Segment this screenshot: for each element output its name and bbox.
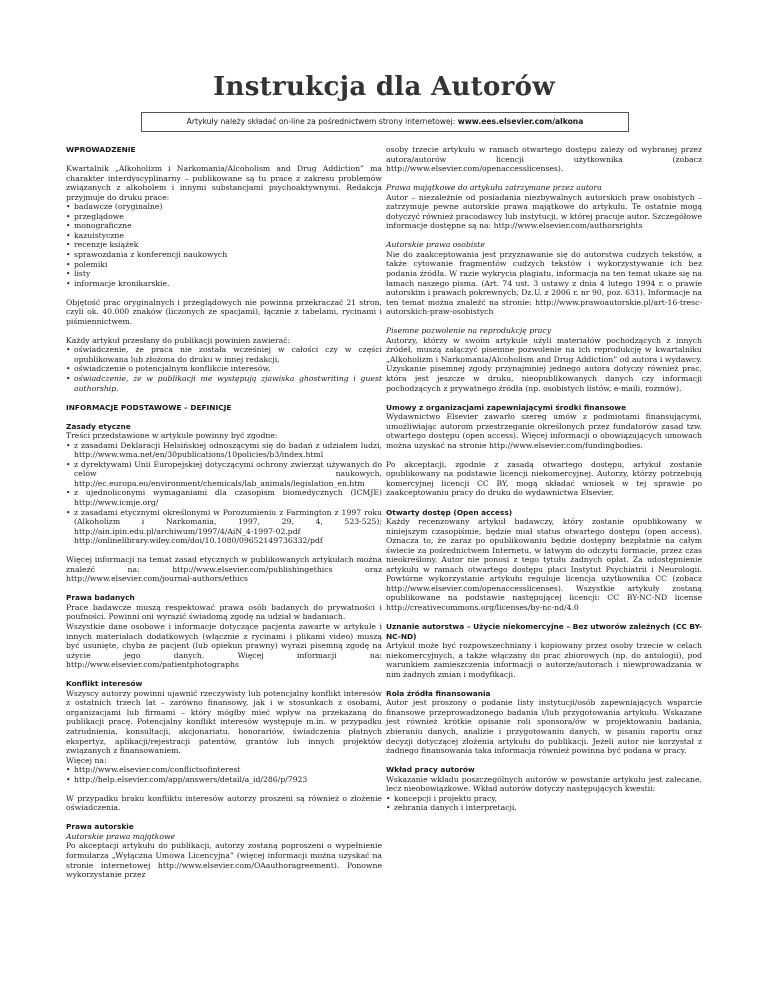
list-item: • oświadczenie, że w publikacji nie występują zjawiska ghostwriting i guest authorship. xyxy=(66,374,382,393)
rights-paragraph-2: Wszystkie dane osobowe i informacje dotyczące pacjenta zawarte w artykule i innych materiałach dodatkowych (włącznie z rycinami i plikami video) muszą być usunięte, chyba że pacjent (lub opiekun prawny) wyrazi pisemną zgodę na użycie jego danych. Więcej informacji na: http://www.elsevier.com/patientphotographs xyxy=(66,622,382,670)
subheading-ethics: Zasady etyczne xyxy=(66,421,131,431)
list-item: • z zasadami Deklaracji Helsińskiej odnoszącymi się do badań z udziałem ludzi, http://www.wma.net/en/30publications/10policies/b3/index.html xyxy=(66,441,382,460)
permission-subheading: Pisemne pozwolenie na reprodukcję pracy xyxy=(386,326,552,336)
funding-paragraph: Wydawnictwo Elsevier zawarło szereg umów z podmiotami finansującymi, umożliwiając autorom przestrzeganie określonych przez fundatorów zasad tzw. otwartego dostępu (open access). Więcej informacji o obowiązujących umowach można uzyskać na stronie http://www.elsevier.com/fundingbodies. xyxy=(386,412,702,450)
submission-list xyxy=(66,345,382,393)
left-column xyxy=(66,145,382,880)
submission-note xyxy=(141,112,629,132)
conflict-none: W przypadku braku konfliktu interesów autorzy proszeni są również o złożenie oświadczenia. xyxy=(66,793,382,813)
ethics-paragraph: Treści przedstawione w artykule powinny być zgodne: xyxy=(66,431,278,441)
subheading-open-access: Otwarty dostęp (Open access) xyxy=(386,507,513,517)
list-item: • z ujednoliconymi wymaganiami dla czasopism biomedycznych (ICMJE) http://www.icmje.org/ xyxy=(66,488,382,507)
page-title: Instrukcja dla Autorów xyxy=(213,72,555,102)
list-item: • listy xyxy=(66,269,382,279)
funding-source-paragraph: Autor jest proszony o podanie listy instytucji/osób zapewniających wsparcie finansowe przeprowadzonego badania i/lub przygotowania artykułu. Wskazane jest również krótkie opisanie roli sponsora/ów w projektowaniu badania, zbieraniu danych, analizie i przygotowaniu danych, w pisaniu raportu oraz decyzji dotyczącej złożenia artykułu do publikacji. Jeżeli autor nie korzystał z żadnego finansowania taka informacja również powinna być podana w pracy. xyxy=(386,698,702,756)
continuation-paragraph: osoby trzecie artykułu w ramach otwartego dostępu zależy od wybranej przez autora/autorów licencji użytkownika (zobacz http://www.elsevier.com/openaccesslicenses). xyxy=(386,145,702,174)
personal-rights-subheading: Autorskie prawa osobiste xyxy=(386,240,485,250)
subheading-funding: Umowy z organizacjami zapewniającymi środki finansowe xyxy=(386,402,627,412)
subheading-funding-source: Rola źródła finansowania xyxy=(386,688,491,698)
subheading-conflict: Konflikt interesów xyxy=(66,679,143,689)
subheading-cc-license: Uznanie autorstwa – Użycie niekomercyjne – Bez utworów zależnych (CC BY-NC-ND) xyxy=(386,622,702,641)
subheading-author-rights: Prawa autorskie xyxy=(66,822,134,832)
list-item: • z dyrektywami Unii Europejskiej dotyczącymi ochrony zwierząt używanych do celów naukowych, http://ec.europa.eu/environment/chemicals/lab_animals/legislation_en.htm xyxy=(66,460,382,489)
author-rights-paragraph: Po akceptacji artykułu do publikacji, autorzy zostaną poproszeni o wypełnienie formularza „Wyłączna Umowa Licencyjna” (więcej informacji można uzyskać na stronie internetowej http://www.elsevier.com/OAauthoragreement). Ponowne wykorzystanie przez xyxy=(66,841,382,880)
list-item: • monograficzne xyxy=(66,221,382,231)
submission-requirements: Każdy artykuł przesłany do publikacji powinien zawierać: xyxy=(66,335,291,345)
conflict-paragraph: Wszyscy autorzy powinni ujawnić rzeczywisty lub potencjalny konflikt interesów z ostatnich trzech lat – zarówno finansowy, jak i w stosunkach z osobami, organizacjami lub firmami – który mógłby mieć wpływ na przekazaną do publikacji pracę. Potencjalny konflikt interesów występuje m.in. w przypadku zatrudnienia, konsultacji, akcjonariatu, honorariów, świadczenia płatnych ekspertyz, aplikacji/rejestracji patentów, grantów lub innych projektów związanych z finansowaniem. xyxy=(66,688,382,756)
contributions-list xyxy=(386,794,702,813)
intro-paragraph: Kwartalnik „Alkoholizm i Narkomania/Alcoholism and Drug Addiction” ma charakter interdyscyplinarny – publikowane są tu prace z zakresu problemów związanych z alkoholem i innymi substancjami psychoaktywnymi. Redakcja przyjmuje do druku prace: xyxy=(66,164,382,202)
rights-paragraph: Prace badawcze muszą respektować prawa osób badanych do prywatności i poufności. Powinni oni wyrazić świadomą zgodę na udział w badaniach. xyxy=(66,602,382,622)
length-paragraph: Objętość prac oryginalnych i przeglądowych nie powinna przekraczać 21 stron, czyli ok. 40.000 znaków (liczonych ze spacjami), łącznie z tabelami, rycinami i piśmiennictwem. xyxy=(66,297,382,326)
list-item: • sprawozdania z konferencji naukowych xyxy=(66,250,382,260)
list-item: • oświadczenie o potencjalnym konflikcie interesów, xyxy=(66,364,382,374)
ethics-more: Więcej informacji na temat zasad etycznych w publikowanych artykułach można znaleźć na: http://www.elsevier.com/publishingethics oraz http://www.elsevier.com/journal-authors/ethics xyxy=(66,555,382,584)
author-rights-subheading: Autorskie prawa majątkowe xyxy=(66,831,176,841)
subheading-contributions: Wkład pracy autorów xyxy=(386,765,475,775)
list-item: • informacje kronikarskie. xyxy=(66,279,382,289)
conflict-links xyxy=(66,765,382,784)
list-item: • przeglądowe xyxy=(66,212,382,222)
right-column xyxy=(386,145,702,813)
list-item: • kazuistyczne xyxy=(66,231,382,241)
section-heading-basic: INFORMACJE PODSTAWOWE – DEFINICJE xyxy=(66,402,232,412)
retained-rights-subheading: Prawa majątkowe do artykułu zatrzymane przez autora xyxy=(386,183,602,193)
list-item: • oświadczenie, że praca nie została wcześniej w całości czy w części opublikowana lub złożona do druku w innej redakcji, xyxy=(66,345,382,364)
funding-paragraph-2: Po akceptacji, zgodnie z zasadą otwartego dostępu, artykuł zostanie opublikowany na podstawie licencji niekomercyjnej. Autorzy, którzy potrzebują komercyjnej licencji CC BY, mogą składać wniosek w tej sprawie po zaakceptowaniu pracy do druku do wydawnictwa Elsevier. xyxy=(386,459,702,498)
article-types-list xyxy=(66,202,382,288)
link-item[interactable]: • http://help.elsevier.com/app/answers/detail/a_id/286/p/7923 xyxy=(66,775,382,785)
list-item: • recenzje książek xyxy=(66,240,382,250)
personal-rights-paragraph: Nie do zaakceptowania jest przyznawanie się do autorstwa cudzych tekstów, a także cytowanie fragmentów cudzych tekstów i wykorzystywanie ich bez podania źródła. W razie wykrycia plagiatu, informacja na ten temat ukaże się na łamach naszego pisma. (Art. 74 ust. 3 ustawy z dnia 4 lutego 1994 r. o prawie autorskim i prawach pokrewnych, Dz.U. z 2006 r. nr 90, poz. 631). Informacje na ten temat można znaleźć na stronie: http://www.prawoautorskie.pl/art-16-tresc-autorskich-praw-osobistych xyxy=(386,249,702,317)
cc-license-paragraph: Artykuł może być rozpowszechniany i kopiowany przez osoby trzecie w celach niekomercyjnych, a także włączany do prac zbiorowych (np. do antologii), pod warunkiem zamieszczenia informacji o autorze/autorach i niewprowadzania w nim żadnych zmian i modyfikacji. xyxy=(386,641,702,679)
conflict-more: Więcej na: xyxy=(66,755,107,765)
list-item: • z zasadami etycznymi określonymi w Porozumieniu z Farmington z 1997 roku (Alkoholizm i Narkomania, 1997, 29, 4, 523-525); http://ain.ipin.edu.pl/archiwum/1997/4/AiN_4-1997-02.pdf http://onlinelibrary.wiley.com/doi/10.1080/09652149736332/pdf xyxy=(66,508,382,546)
section-heading-intro: WPROWADZENIE xyxy=(66,145,136,154)
ethics-list xyxy=(66,441,382,546)
list-item: • polemiki xyxy=(66,260,382,270)
link-item[interactable]: • http://www.elsevier.com/conflictsofinterest xyxy=(66,765,382,775)
contributions-paragraph: Wskazanie wkładu poszczególnych autorów w powstanie artykułu jest zalecane, lecz nieobowiązkowe. Wkład autorów dotyczy następujących kwestii: xyxy=(386,774,702,794)
subheading-rights: Prawa badanych xyxy=(66,593,135,603)
open-access-paragraph: Każdy recenzowany artykuł badawczy, który zostanie opublikowany w niniejszym czasopiśmie, będzie miał status otwartego dostępu (open access). Oznacza to, że zaraz po opublikowaniu będzie dostępny bezpłatnie na całym świecie za pośrednictwem Internetu, w łatwym do odczytu formacie, przez czas nieokreślony. Autor nie ponosi z tego tytułu żadnych opłat. Za udostępnienie artykułu w ramach otwartego dostępu płaci Instytut Psychiatrii i Neurologii. Powtórne wykorzystanie artykułu reguluje licencja użytkownika CC (zobacz http://www.elsevier.com/openaccesslicenses). Wszystkie artykuły zostaną opublikowane na podstawie następującej licencji: CC BY-NC-ND license http://creativecommons.org/licenses/by-nc-nd/4.0 xyxy=(386,517,702,612)
list-item: • badawcze (oryginalne) xyxy=(66,202,382,212)
retained-rights-paragraph: Autor – niezależnie od posiadania niezbywalnych autorskich praw osobistych – zatrzymuje pewne autorskie prawa majątkowe do artykułu. Te ostatnie mogą dotyczyć również pracodawcy lub instytucji, w której pracuje autor. Szczegółowe informacje dostępne są na: http://www.elsevier.com/authorsrights xyxy=(386,192,702,231)
submission-text: Artykuły należy składać on-line za pośrednictwem strony internetowej: xyxy=(186,117,458,126)
submission-link[interactable]: www.ees.elsevier.com/alkona xyxy=(457,117,584,126)
list-item: • koncepcji i projektu pracy, xyxy=(386,794,702,804)
list-item: • zebrania danych i interpretacji, xyxy=(386,803,702,813)
permission-paragraph: Autorzy, którzy w swoim artykule użyli materiałów pochodzących z innych źródeł, muszą załączyć pisemne pozwolenie na ich reprodukcję w kwartalniku „Alkoholizm i Narkomania/Alcoholism and Drug Addiction” od autora i wydawcy. Uzyskanie pisemnej zgody przynajmniej jednego autora dotyczy również prac, która jest jeszcze w druku, nieopublikowanych danych czy informacji pochodzących z prywatnego źródła (np. osobistych listów, e-maili, rozmów). xyxy=(386,335,702,393)
